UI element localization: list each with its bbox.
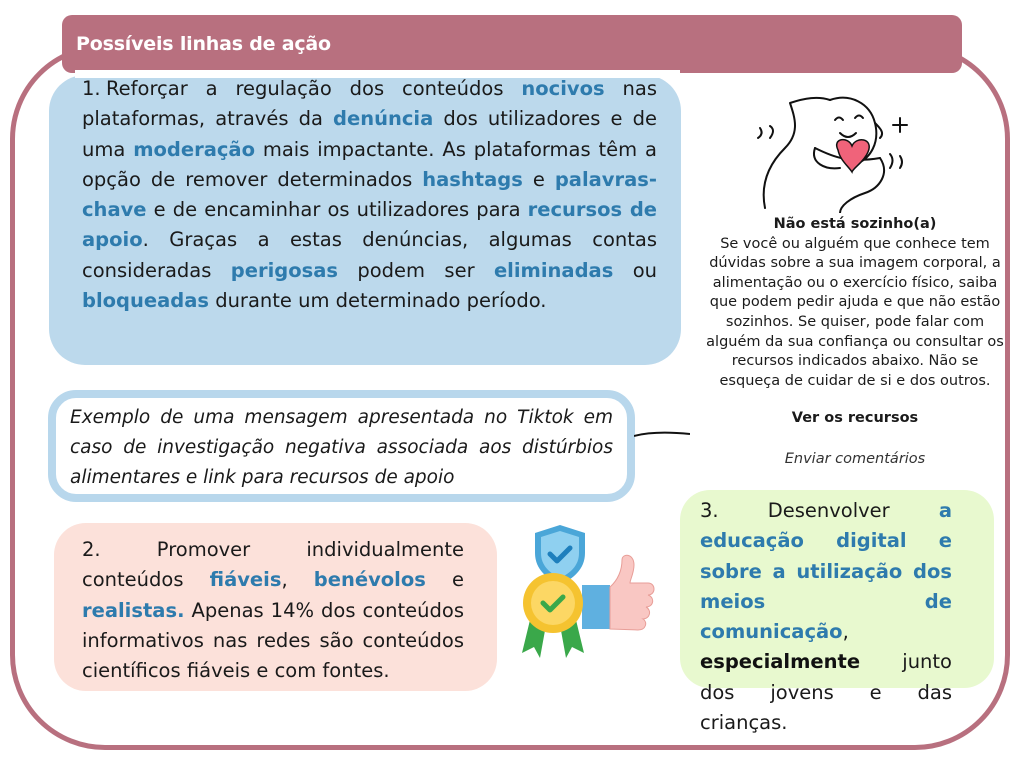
text-run: . Graças a estas denúncias, algumas contas consideradas: [82, 228, 657, 282]
highlighted-term: recursos de apoio: [82, 198, 658, 252]
highlighted-term: realistas.: [82, 598, 185, 622]
text-run: 2. Promover individualmente conteúdos: [82, 538, 464, 592]
support-body: Se você ou alguém que conhece tem dúvidas sobre a sua imagem corporal, a alimentação ou o exercício físico, saiba que podem pedir ajuda e que não estão sozinhos. Se quiser, pode falar com alguém da sua confiança ou consultar os recursos indicados abaixo. Não se esqueça de cuidar de si e dos outros.: [706, 235, 1004, 389]
highlighted-term: hashtags: [422, 167, 523, 191]
highlighted-term: perigosas: [230, 258, 338, 282]
person-hugging-heart-icon: [740, 88, 930, 213]
action-3-text: [700, 496, 952, 738]
page-title: Possíveis linhas de ação: [76, 33, 331, 55]
text-run: ,: [842, 620, 849, 644]
header-banner: [62, 15, 962, 73]
highlighted-term: benévolos: [313, 568, 426, 592]
action-1-text: [82, 74, 657, 316]
callout-text: Exemplo de uma mensagem apresentada no Tiktok em caso de investigação negativa associada aos distúrbios alimentares e link para recursos de apoio: [70, 407, 613, 488]
highlighted-term: a educação digital e sobre a utilização dos meios de comunicação: [700, 499, 952, 644]
text-run: e de encaminhar os utilizadores para: [146, 198, 528, 222]
highlighted-term: fiáveis: [209, 568, 282, 592]
support-title: Não está sozinho(a): [773, 216, 937, 232]
text-run: Apenas 14% dos conteúdos informativos nas redes são conteúdos científicos fiáveis e com fontes.: [82, 598, 464, 683]
highlighted-term: bloqueadas: [82, 289, 209, 313]
highlighted-term: denúncia: [333, 107, 434, 131]
highlighted-term: moderação: [133, 137, 255, 161]
text-run: ou: [613, 258, 657, 282]
text-run: junto dos jovens e das crianças.: [700, 650, 952, 735]
text-run: podem ser: [338, 258, 494, 282]
thumbs-up-shield-award-icon: [510, 525, 655, 660]
text-run: nas plataformas, através da: [82, 77, 657, 131]
text-run: dos utilizadores e de uma: [82, 107, 657, 161]
view-resources-link[interactable]: Ver os recursos: [791, 410, 919, 426]
text-run: 3. Desenvolver: [700, 499, 939, 522]
callout-connector: [634, 430, 690, 438]
text-run: e: [522, 167, 555, 191]
highlighted-term: palavras-chave: [82, 167, 657, 222]
highlighted-term: eliminadas: [493, 258, 614, 282]
text-run: ,: [281, 568, 314, 592]
support-message: [700, 215, 1010, 391]
text-run: durante um determinado período.: [209, 289, 547, 313]
action-2-text: [82, 535, 464, 686]
text-run: mais impactante. As plataformas têm a opção de remover determinados: [82, 137, 657, 191]
text-run: e: [425, 568, 464, 592]
action-1-body: [82, 77, 657, 312]
text-run: Reforçar a regulação dos conteúdos: [106, 77, 522, 100]
highlighted-term: nocivos: [521, 77, 605, 100]
bold-term: especialmente: [700, 650, 861, 674]
send-feedback-link[interactable]: Enviar comentários: [784, 451, 926, 467]
action-1-number: 1.: [82, 77, 101, 100]
